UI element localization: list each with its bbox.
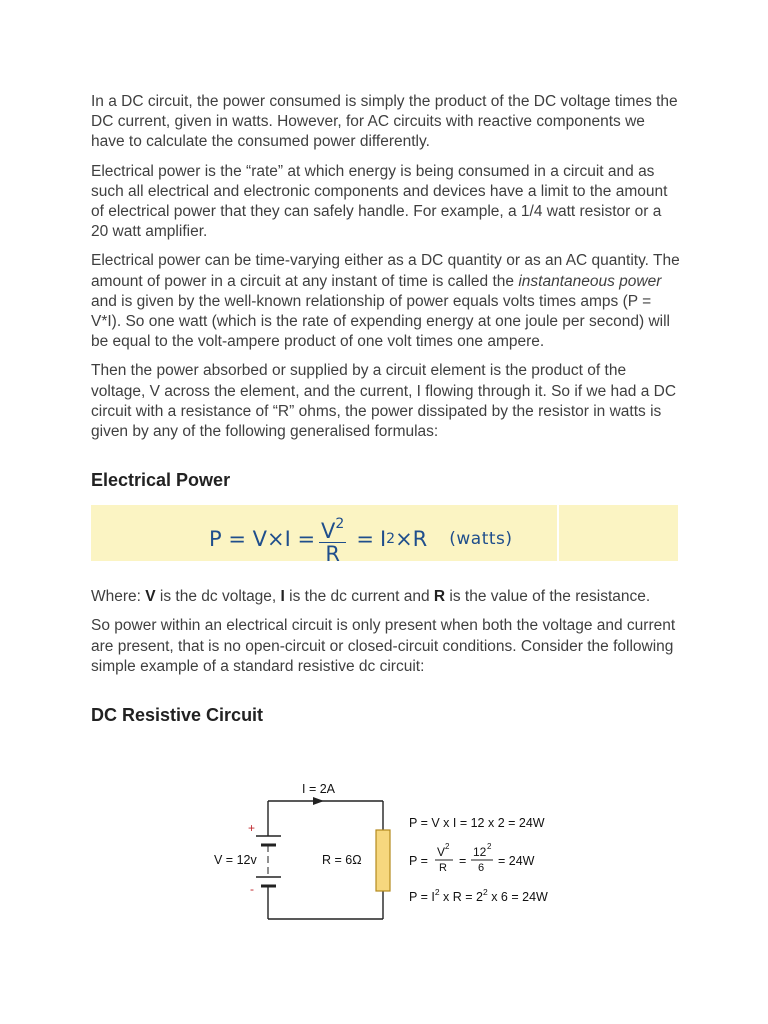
eq2-result: = 24W — [498, 854, 535, 868]
eq2-denominator-6: 6 — [478, 862, 485, 874]
eq3-i-exponent: 2 — [434, 887, 440, 897]
formula-fraction-denominator: R — [325, 542, 340, 567]
battery-plus-sign: + — [248, 821, 256, 835]
where-prefix: Where: — [91, 588, 146, 606]
paragraph-dc-power: In a DC circuit, the power consumed is simply the product of the DC voltage times the DC current, given in watts. However, for AC circuits with reactive components we have to calculate the consumed power differently. — [91, 93, 678, 151]
formula-unit: (watts) — [449, 529, 513, 550]
formula-equals: = — [356, 527, 374, 552]
formula-times-r: ×R — [395, 527, 428, 552]
eq3-2-exponent: 2 — [483, 887, 488, 897]
emphasis-instantaneous-power: instantaneous power — [518, 272, 662, 290]
current-arrow-icon — [313, 797, 324, 805]
eq2-numerator-12-exp: 2 — [487, 842, 492, 851]
paragraph-power-rate: Electrical power is the “rate” at which energy is being consumed in a circuit and as such all electrical and electronic components and devices have a limit to the amount of electrical power that they can safely handle. For example, a 1/4 watt resistor or a 20 watt amplifier. — [91, 162, 668, 241]
formula-i: I — [379, 527, 387, 552]
power-equation-i2r — [409, 887, 548, 904]
eq2-numerator-v-exp: 2 — [445, 842, 450, 851]
formula-v: V — [321, 519, 336, 544]
voltage-label: V = 12v — [214, 853, 257, 867]
eq3-part-a: P = I — [409, 890, 435, 904]
eq3-part-b: x R = 2 — [439, 890, 483, 904]
formula-i-exponent: 2 — [386, 531, 396, 548]
where-r: R — [433, 588, 446, 606]
eq2-numerator-12: 12 — [473, 845, 487, 859]
heading-dc-resistive-circuit: DC Resistive Circuit — [91, 705, 264, 726]
where-v-text: is the dc voltage, — [155, 588, 281, 606]
resistor — [376, 830, 390, 891]
paragraph-text: Electrical power can be time-varying either as a DC quantity or as an AC quantity. The amount of power in a circuit at any instant of time is called the — [91, 252, 680, 290]
formula-lhs: P = V×I = — [209, 527, 316, 552]
where-i-text: is the dc current and — [284, 588, 434, 606]
power-equation-vi: P = V x I = 12 x 2 = 24W — [409, 816, 545, 830]
eq3-part-c: x 6 = 24W — [487, 890, 548, 904]
paragraph-text: and is given by the well-known relationship of power equals volts times amps (P = V*I). So one watt (which is the rate of expending energy at one joule per second) will be equal to the volt-ampere product of one volt times one ampere. — [91, 292, 670, 351]
where-i: I — [280, 588, 285, 606]
eq2-numerator-v: V — [437, 845, 446, 859]
current-label: I = 2A — [302, 782, 336, 796]
paragraph-power-present: So power within an electrical circuit is only present when both the voltage and current are present, that is no open-circuit or closed-circuit conditions. Consider the following simple example of a standard resistive dc circuit: — [91, 617, 676, 675]
eq2-equals: = — [459, 854, 467, 868]
heading-electrical-power: Electrical Power — [91, 470, 231, 491]
resistance-label: R = 6Ω — [322, 853, 362, 867]
where-r-text: is the value of the resistance. — [445, 588, 651, 606]
battery-minus-sign: - — [250, 882, 254, 896]
paragraph-power-absorbed: Then the power absorbed or supplied by a circuit element is the product of the voltage, V across the element, and the current, I flowing through it. So if we had a DC circuit with a resistance of “R” ohms, the power dissipated by the resistor in watts is given by any of the following generalised formulas: — [91, 362, 677, 441]
power-equation-v2r-lhs: P = — [409, 854, 428, 868]
formula-v-exponent: 2 — [335, 516, 345, 533]
where-v: V — [145, 588, 156, 606]
eq2-denominator-r: R — [439, 862, 447, 874]
